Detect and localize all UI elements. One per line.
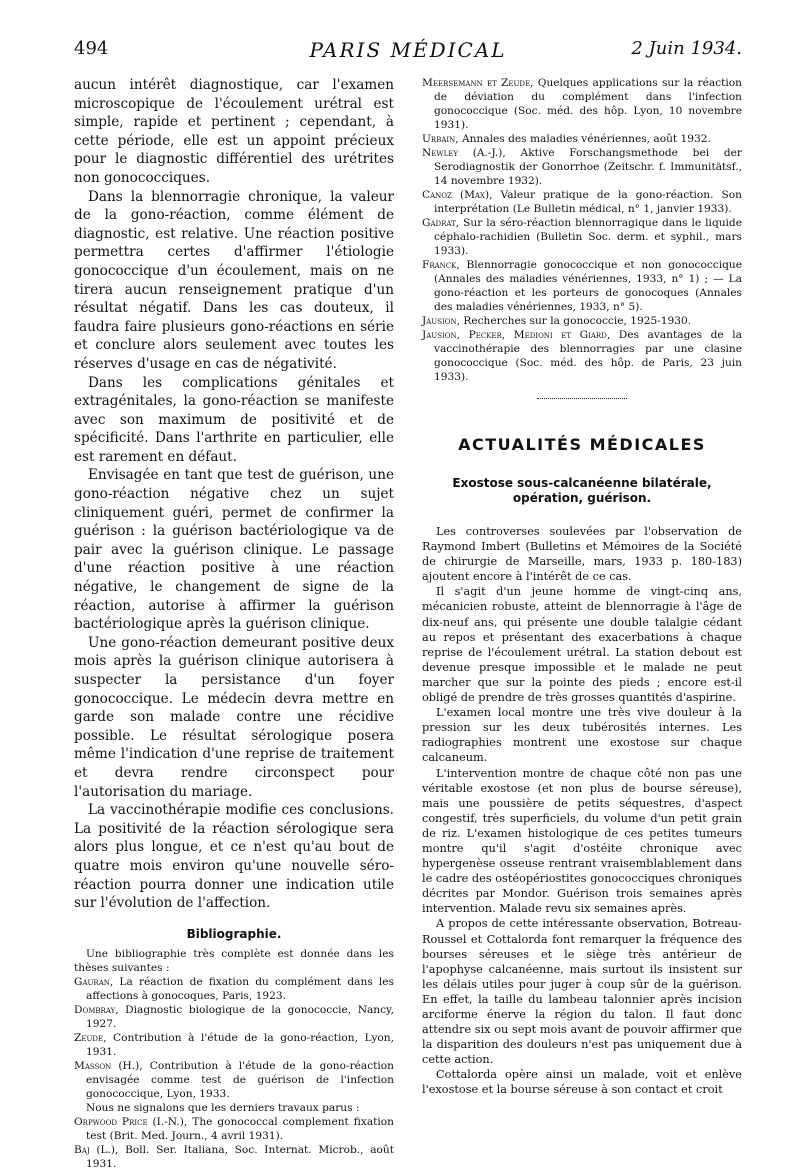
paragraph: Dans la blennorragie chronique, la valeur de la gono-réaction, comme élément de diagnostic, est relative. Une réaction positive permettra certes d'affirmer l'étiologie gonococcique d'un écoulement, mais on ne tirera aucun renseignement pratique d'un résultat négatif. Dans les cas douteux, il faudra faire plusieurs gono-réactions en série et conclure alors seulement avec toutes les réserves d'usage en cas de négativité. — [74, 188, 394, 372]
bib-entry: Urbain, Annales des maladies vénériennes, août 1932. — [422, 133, 711, 145]
issue-date: 2 Juin 1934. — [631, 38, 742, 59]
bib-entry: Canoz (Max), Valeur pratique de la gono-réaction. Son interprétation (Le Bulletin médical, n° 1, janvier 1933). — [422, 189, 742, 215]
paragraph: Envisagée en tant que test de guérison, une gono-réaction négative chez un sujet cliniquement guéri, permet de confirmer la guérison : la guérison bactériologique va de pair avec la guérison clinique. Le passage d'une réaction positive à une réaction négative, le changement de signe de la réaction, autorise à affirmer la guérison bactériologique après la guérison clinique. — [74, 467, 394, 633]
bib-entry: Zeude, Contribution à l'étude de la gono-réaction, Lyon, 1931. — [74, 1031, 394, 1058]
bib-intro: Une bibliographie très complète est donnée dans les thèses suivantes : — [74, 947, 394, 974]
section-divider — [537, 398, 627, 399]
paragraph: Dans les complications génitales et extragénitales, la gono-réaction se manifeste avec son maximum de positivité et de spécificité. Dans l'arthrite en particulier, elle est rarement en défaut. — [74, 374, 394, 465]
paragraph: L'intervention montre de chaque côté non pas une véritable exostose (et non plus de bourse séreuse), mais une poussière de petits séquestres, d'aspect congestif, très superficiels, du volume d'un petit grain de riz. L'examen histologique de ces petites tumeurs montre qu'il s'agit d'ostéite chronique avec hypergenèse osseuse rentrant vraisemblablement dans le cadre des ostéopériostites gonococciques chroniques décrites par Mondor. Guérison trois semaines après intervention. Malade revu six semaines après. — [422, 766, 742, 916]
paragraph: Une gono-réaction demeurant positive deux mois après la guérison clinique autorisera à suspecter la persistance d'un foyer gonococcique. Le médecin devra mettre en garde son malade contre une récidive possible. Le résultat sérologique posera même l'indication d'une reprise de traitement et devra rendre circonspect pour l'autorisation du mariage. — [74, 634, 394, 800]
paragraph: A propos de cette intéressante observation, Botreau-Roussel et Cottalorda font remarquer la fréquence des bourses séreuses et le siège très antérieur de l'apophyse calcanéenne, mais surtout ils insistent sur les délais utiles pour juger à coup sûr de la guérison. En effet, la taille du lambeau talonnier après incision arciforme énerve la région du talon. Il faut donc attendre six ou sept mois avant de pouvoir affirmer que la disparition des douleurs n'est pas uniquement due à cette action. — [422, 917, 742, 1067]
left-body — [74, 76, 394, 913]
right-column — [422, 76, 742, 1171]
paragraph: aucun intérêt diagnostique, car l'examen microscopique de l'écoulement urétral est simple, rapide et pertinent ; cependant, à cette période, elle est un appoint précieux pour le diagnostic différentiel des urétrites non gonococciques. — [74, 77, 394, 186]
bib-entry: Gauran, La réaction de fixation du complément dans les affections à gonocoques, Paris, 1923. — [74, 975, 394, 1002]
bib-entry: Baj (L.), Boll. Ser. Italiana, Soc. Internat. Microb., août 1931. — [74, 1143, 394, 1170]
bib-entry: Newley (A.-J.), Aktive Forschangsmethode bei der Serodiagnostik der Gonorrhoe (Zeitschr. f. Immunitätsf., 14 novembre 1932). — [422, 147, 742, 187]
page-number: 494 — [74, 38, 109, 59]
bibliography-right — [422, 76, 742, 384]
journal-title: PARIS MÉDICAL — [309, 38, 507, 62]
paragraph: Cottalorda opère ainsi un malade, voit et enlève l'exostose et la bourse séreuse à son contact et croit — [422, 1068, 742, 1097]
article-title: Exostose sous-calcanéenne bilatérale, opération, guérison. — [452, 476, 712, 505]
bib-entry: Gadrat, Sur la séro-réaction blennorragique dans le liquide céphalo-rachidien (Bulletin Soc. derm. et syphil., mars 1933). — [422, 217, 742, 257]
bib-entry: Meersemann et Zeude, Quelques applications sur la réaction de déviation du complément dans l'infection gonococcique (Soc. méd. des hôp. Lyon, 10 novembre 1931). — [422, 77, 742, 131]
bib-note: Nous ne signalons que les derniers travaux parus : — [86, 1101, 360, 1114]
section-title: ACTUALITÉS MÉDICALES — [458, 435, 706, 454]
bib-entry: Jausion, Pecker, Medioni et Giard, Des avantages de la vaccinothérapie des blennorragies par une clasine gonococcique (Soc. méd. des hôp. de Paris, 23 juin 1933). — [422, 329, 742, 383]
bib-entry: Franck, Blennorragie gonococcique et non gonococcique (Annales des maladies vénériennes, 1933, n° 1) ; — La gono-réaction et les porteurs de gonocoques (Annales des maladies vénériennes, 1933, n° 5). — [422, 259, 742, 313]
bib-entry: Orpwood Price (I.-N.), The gonococcal complement fixation test (Brit. Med. Journ., 4 avril 1931). — [74, 1115, 395, 1142]
left-column — [74, 76, 394, 1171]
paragraph: La vaccinothérapie modifie ces conclusions. La positivité de la réaction sérologique sera alors plus longue, et ce n'est qu'au bout de quatre mois environ qu'une nouvelle séro-réaction pourra donner une indication utile sur l'évolution de l'affection. — [74, 802, 394, 912]
paragraph: Il s'agit d'un jeune homme de vingt-cinq ans, mécanicien robuste, atteint de blennorragie à l'âge de dix-neuf ans, qui présente une double talalgie cédant au repos et présentant des exacerbations à chaque reprise de l'écoulement urétral. La station debout est devenue presque impossible et le malade ne peut marcher que sur la pointe des pieds ; encore est-il obligé de prendre de très grosses quantités d'aspirine. — [422, 585, 742, 705]
paragraph: Les controverses soulevées par l'observation de Raymond Imbert (Bulletins et Mémoires de la Société de chirurgie de Marseille, mars, 1933 p. 180-183) ajoutent encore à l'intérêt de ce cas. — [422, 525, 742, 584]
bib-entry: Dombray, Diagnostic biologique de la gonococcie, Nancy, 1927. — [74, 1003, 394, 1030]
paragraph: L'examen local montre une très vive douleur à la pression sur les deux tubérosités internes. Les radiographies montrent une exostose sur chaque calcaneum. — [422, 706, 742, 765]
bibliography-heading: Bibliographie. — [186, 926, 282, 941]
article-body — [422, 524, 742, 1098]
bib-entry: Masson (H.), Contribution à l'étude de la gono-réaction envisagée comme test de guérison de l'infection gonococcique, Lyon, 1933. — [74, 1059, 395, 1100]
bibliography-left — [74, 947, 394, 1171]
bib-entry: Jausion, Recherches sur la gonococcie, 1925-1930. — [422, 315, 692, 327]
page-header — [74, 38, 742, 72]
